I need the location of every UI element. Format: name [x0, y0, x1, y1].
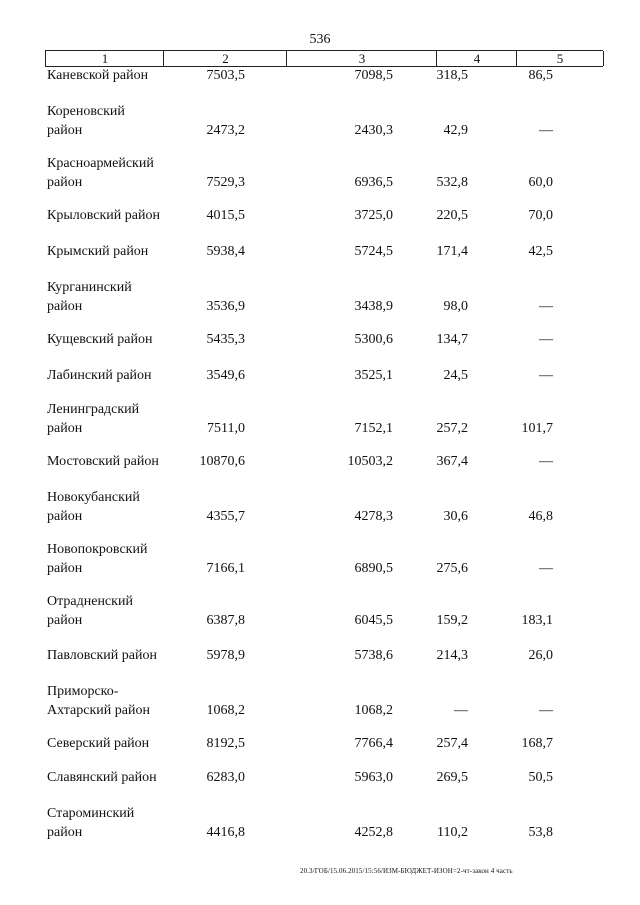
- value-cell-2: 4355,7: [206, 509, 245, 524]
- district-name: Курганинский район: [47, 280, 132, 314]
- value-cell-3: 3525,1: [354, 368, 393, 383]
- district-name: Северский район: [47, 736, 150, 751]
- district-name: Павловский район: [47, 648, 157, 663]
- district-name: Кущевский район: [47, 332, 153, 347]
- value-cell-3: 5738,6: [354, 648, 393, 663]
- value-cell-2: 5978,9: [206, 648, 245, 663]
- column-header-5: 5: [516, 51, 604, 66]
- district-name: Ленинградский район: [47, 402, 140, 436]
- value-cell-4: 159,2: [436, 613, 468, 628]
- value-cell-4: 318,5: [436, 68, 468, 83]
- value-cell-5: 46,8: [528, 509, 553, 524]
- column-header-3: 3: [286, 51, 437, 66]
- value-cell-2: 1068,2: [206, 703, 245, 718]
- value-cell-2: 8192,5: [206, 736, 245, 751]
- value-cell-4: 220,5: [436, 208, 468, 223]
- value-cell-5: —: [539, 703, 553, 718]
- value-cell-5: —: [539, 368, 553, 383]
- value-cell-4: 275,6: [436, 561, 468, 576]
- value-cell-2: 7166,1: [206, 561, 245, 576]
- value-cell-5: 70,0: [528, 208, 553, 223]
- value-cell-4: 134,7: [436, 332, 468, 347]
- value-cell-5: 168,7: [521, 736, 553, 751]
- value-cell-3: 6936,5: [354, 175, 393, 190]
- value-cell-4: 98,0: [443, 299, 468, 314]
- value-cell-3: 5724,5: [354, 244, 393, 259]
- value-cell-3: 4278,3: [354, 509, 393, 524]
- value-cell-2: 7503,5: [206, 68, 245, 83]
- district-name: Лабинский район: [47, 368, 152, 383]
- value-cell-5: —: [539, 299, 553, 314]
- value-cell-4: 532,8: [436, 175, 468, 190]
- district-name: Каневской район: [47, 68, 149, 83]
- value-cell-4: 30,6: [443, 509, 468, 524]
- district-name: Новопокровский район: [47, 542, 148, 576]
- value-cell-3: 3438,9: [354, 299, 393, 314]
- value-cell-4: 171,4: [436, 244, 468, 259]
- column-header-1: 1: [45, 51, 164, 66]
- value-cell-5: 60,0: [528, 175, 553, 190]
- district-name: Мостовский район: [47, 454, 159, 469]
- district-name: Отрадненский район: [47, 594, 133, 628]
- value-cell-5: 101,7: [521, 421, 553, 436]
- value-cell-3: 7766,4: [354, 736, 393, 751]
- value-cell-4: 110,2: [437, 825, 468, 840]
- value-cell-3: 10503,2: [347, 454, 393, 469]
- value-cell-3: 1068,2: [354, 703, 393, 718]
- value-cell-4: —: [454, 703, 468, 718]
- value-cell-4: 257,2: [436, 421, 468, 436]
- district-name: Кореновский район: [47, 104, 125, 138]
- value-cell-3: 6045,5: [354, 613, 393, 628]
- value-cell-5: 42,5: [528, 244, 553, 259]
- value-cell-3: 5300,6: [354, 332, 393, 347]
- value-cell-3: 7098,5: [354, 68, 393, 83]
- value-cell-3: 7152,1: [354, 421, 393, 436]
- district-name: Крыловский район: [47, 208, 160, 223]
- value-cell-2: 4416,8: [206, 825, 245, 840]
- column-header-4: 4: [436, 51, 517, 66]
- value-cell-2: 6283,0: [206, 770, 245, 785]
- value-cell-5: 183,1: [521, 613, 553, 628]
- value-cell-2: 4015,5: [206, 208, 245, 223]
- district-name: Приморско- Ахтарский район: [47, 684, 150, 718]
- value-cell-2: 7511,0: [207, 421, 245, 436]
- value-cell-4: 257,4: [436, 736, 468, 751]
- footer-stamp: 20.3/ГОБ/15.06.2015/15:56/ИЗМ-БЮДЖЕТ-ИЗОН=2-чт-закон 4 часть: [300, 867, 513, 875]
- value-cell-2: 3536,9: [206, 299, 245, 314]
- value-cell-4: 214,3: [436, 648, 468, 663]
- value-cell-3: 2430,3: [354, 123, 393, 138]
- page-number: 536: [309, 32, 331, 47]
- value-cell-5: —: [539, 454, 553, 469]
- value-cell-2: 5435,3: [206, 332, 245, 347]
- value-cell-2: 3549,6: [206, 368, 245, 383]
- district-name: Староминский район: [47, 806, 135, 840]
- district-name: Крымский район: [47, 244, 149, 259]
- value-cell-4: 367,4: [436, 454, 468, 469]
- district-name: Новокубанский район: [47, 490, 140, 524]
- value-cell-5: 53,8: [528, 825, 553, 840]
- value-cell-2: 6387,8: [206, 613, 245, 628]
- value-cell-3: 4252,8: [354, 825, 393, 840]
- district-name: Красноармейский район: [47, 156, 154, 190]
- district-name: Славянский район: [47, 770, 157, 785]
- value-cell-5: —: [539, 332, 553, 347]
- value-cell-5: 26,0: [528, 648, 553, 663]
- value-cell-2: 10870,6: [199, 454, 245, 469]
- value-cell-5: —: [539, 561, 553, 576]
- value-cell-3: 6890,5: [354, 561, 393, 576]
- value-cell-4: 42,9: [443, 123, 468, 138]
- value-cell-5: 86,5: [528, 68, 553, 83]
- value-cell-3: 5963,0: [354, 770, 393, 785]
- value-cell-5: 50,5: [528, 770, 553, 785]
- value-cell-4: 269,5: [436, 770, 468, 785]
- value-cell-2: 5938,4: [206, 244, 245, 259]
- value-cell-2: 2473,2: [206, 123, 245, 138]
- value-cell-2: 7529,3: [206, 175, 245, 190]
- value-cell-5: —: [539, 123, 553, 138]
- value-cell-4: 24,5: [443, 368, 468, 383]
- value-cell-3: 3725,0: [354, 208, 393, 223]
- column-header-2: 2: [163, 51, 287, 66]
